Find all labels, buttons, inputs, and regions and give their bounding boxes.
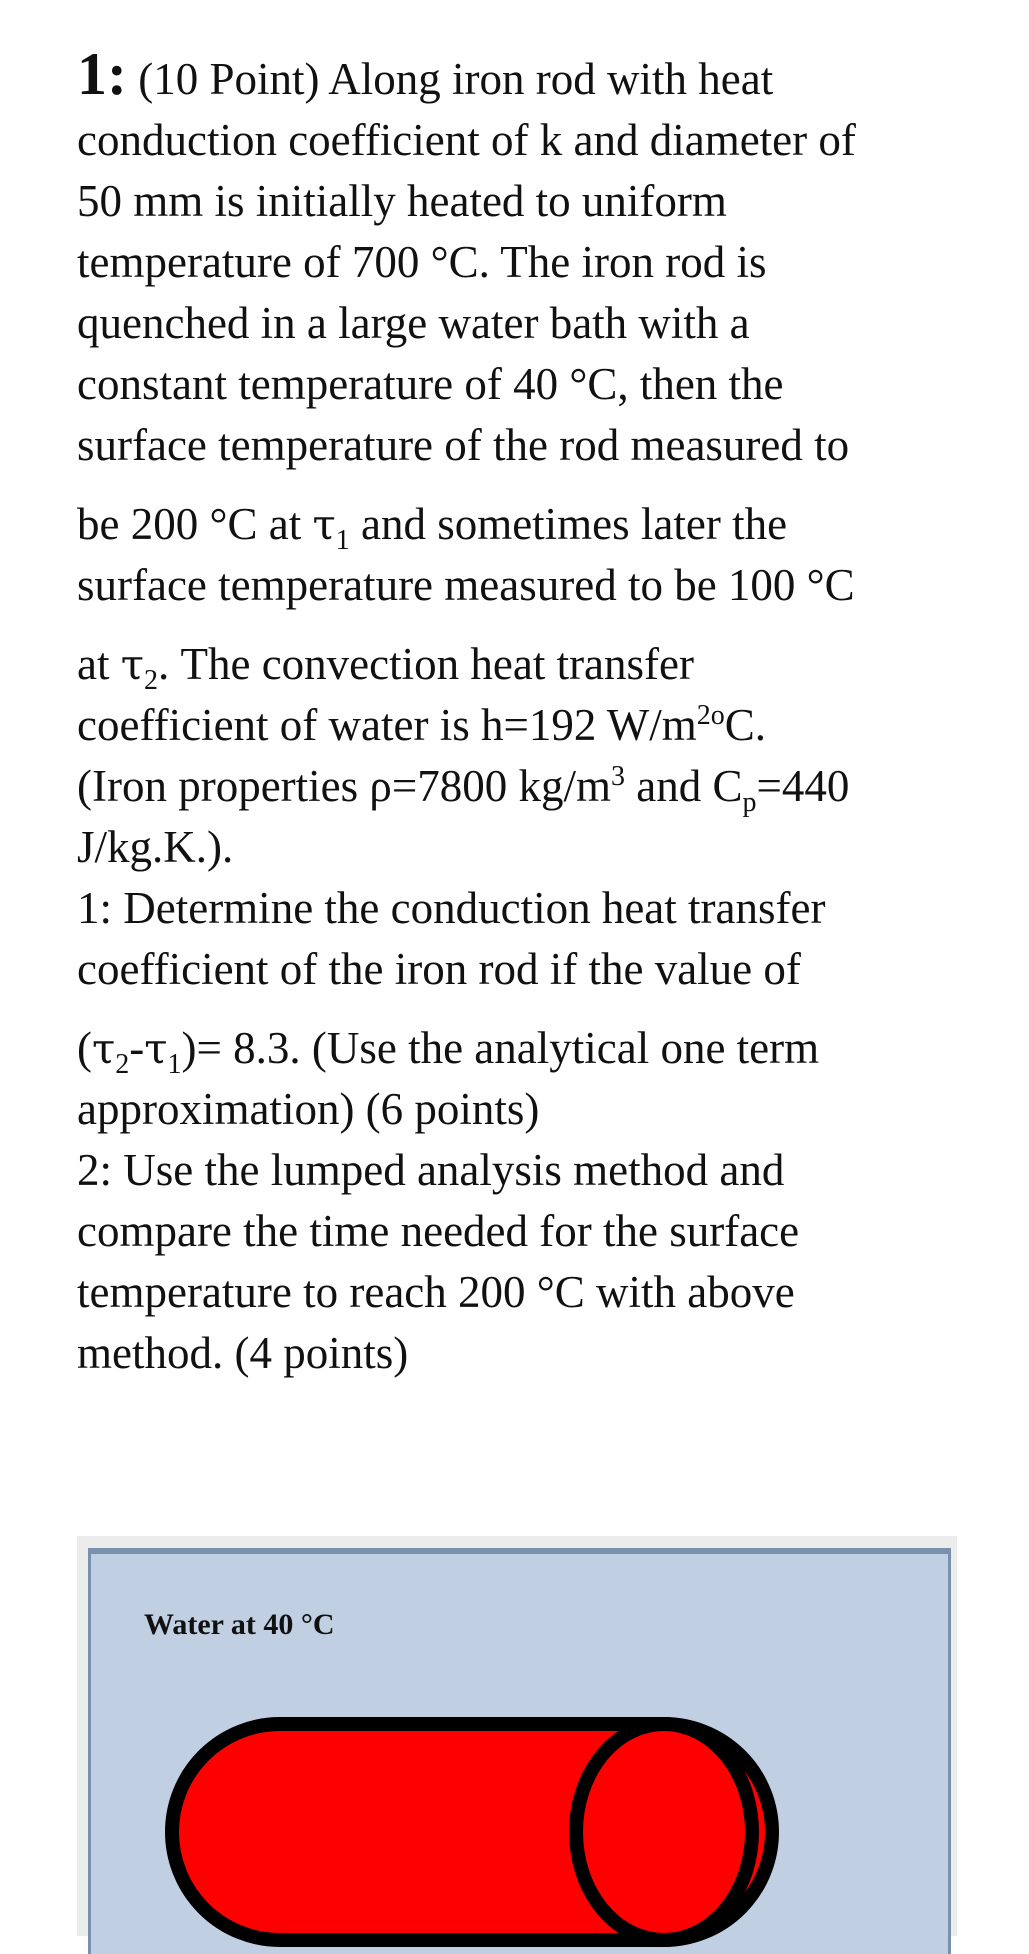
tau-symbol: τ — [144, 1024, 168, 1073]
tau-symbol: τ — [92, 1024, 116, 1073]
problem-line-15: coefficient of the iron rod if the value of — [77, 944, 801, 994]
problem-line-5: quenched in a large water bath with a — [77, 298, 750, 348]
problem-line-11: coefficient of water is h=192 $W/m^{2o}C$. — [77, 700, 767, 750]
problem-line-14: 1: Determine the conduction heat transfer — [77, 883, 826, 933]
problem-statement — [77, 41, 977, 1384]
problem-line-21: method. (4 points) — [77, 1328, 409, 1378]
water-bath-figure — [88, 1548, 951, 1954]
problem-line-16: $(\tau_2-\tau_1)= 8.3$. (Use the analytical one term — [77, 1023, 820, 1080]
rod-drawing — [91, 1554, 948, 1954]
problem-line-8: be 200 °C at $\tau_1$ and sometimes later the — [77, 499, 788, 556]
problem-line-7: surface temperature of the rod measured to — [77, 420, 850, 470]
problem-line-17: approximation) (6 points) — [77, 1084, 540, 1134]
problem-line-13: J/kg.K.). — [77, 822, 234, 872]
tau-symbol: τ — [312, 500, 336, 549]
problem-line-4: temperature of 700 °C. The iron rod is — [77, 237, 767, 287]
problem-line-10: at $\tau_2$. The convection heat transfer — [77, 639, 694, 696]
problem-line-3: 50 mm is initially heated to uniform — [77, 176, 727, 226]
problem-line-12: (Iron properties ρ=7800 $kg/m^3$ and $C_p=440$ — [77, 761, 850, 818]
problem-line-19: compare the time needed for the surface — [77, 1206, 800, 1256]
water-label: Water at 40 °C — [144, 1608, 335, 1641]
problem-line-9: surface temperature measured to be 100 °C — [77, 560, 855, 610]
problem-line-20: temperature to reach 200 °C with above — [77, 1267, 795, 1317]
question-points: (10 Point) — [138, 54, 320, 104]
tau-symbol: τ — [120, 640, 144, 689]
problem-line-18: 2: Use the lumped analysis method and — [77, 1145, 785, 1195]
iron-rod-end-cap — [576, 1724, 752, 1940]
problem-line-1: 1: (10 Point) Along iron rod with heat — [77, 41, 774, 107]
question-number: 1: — [77, 41, 127, 107]
problem-line-6: constant temperature of 40 °C, then the — [77, 359, 784, 409]
problem-line-2: conduction coefficient of k and diameter of — [77, 115, 856, 165]
